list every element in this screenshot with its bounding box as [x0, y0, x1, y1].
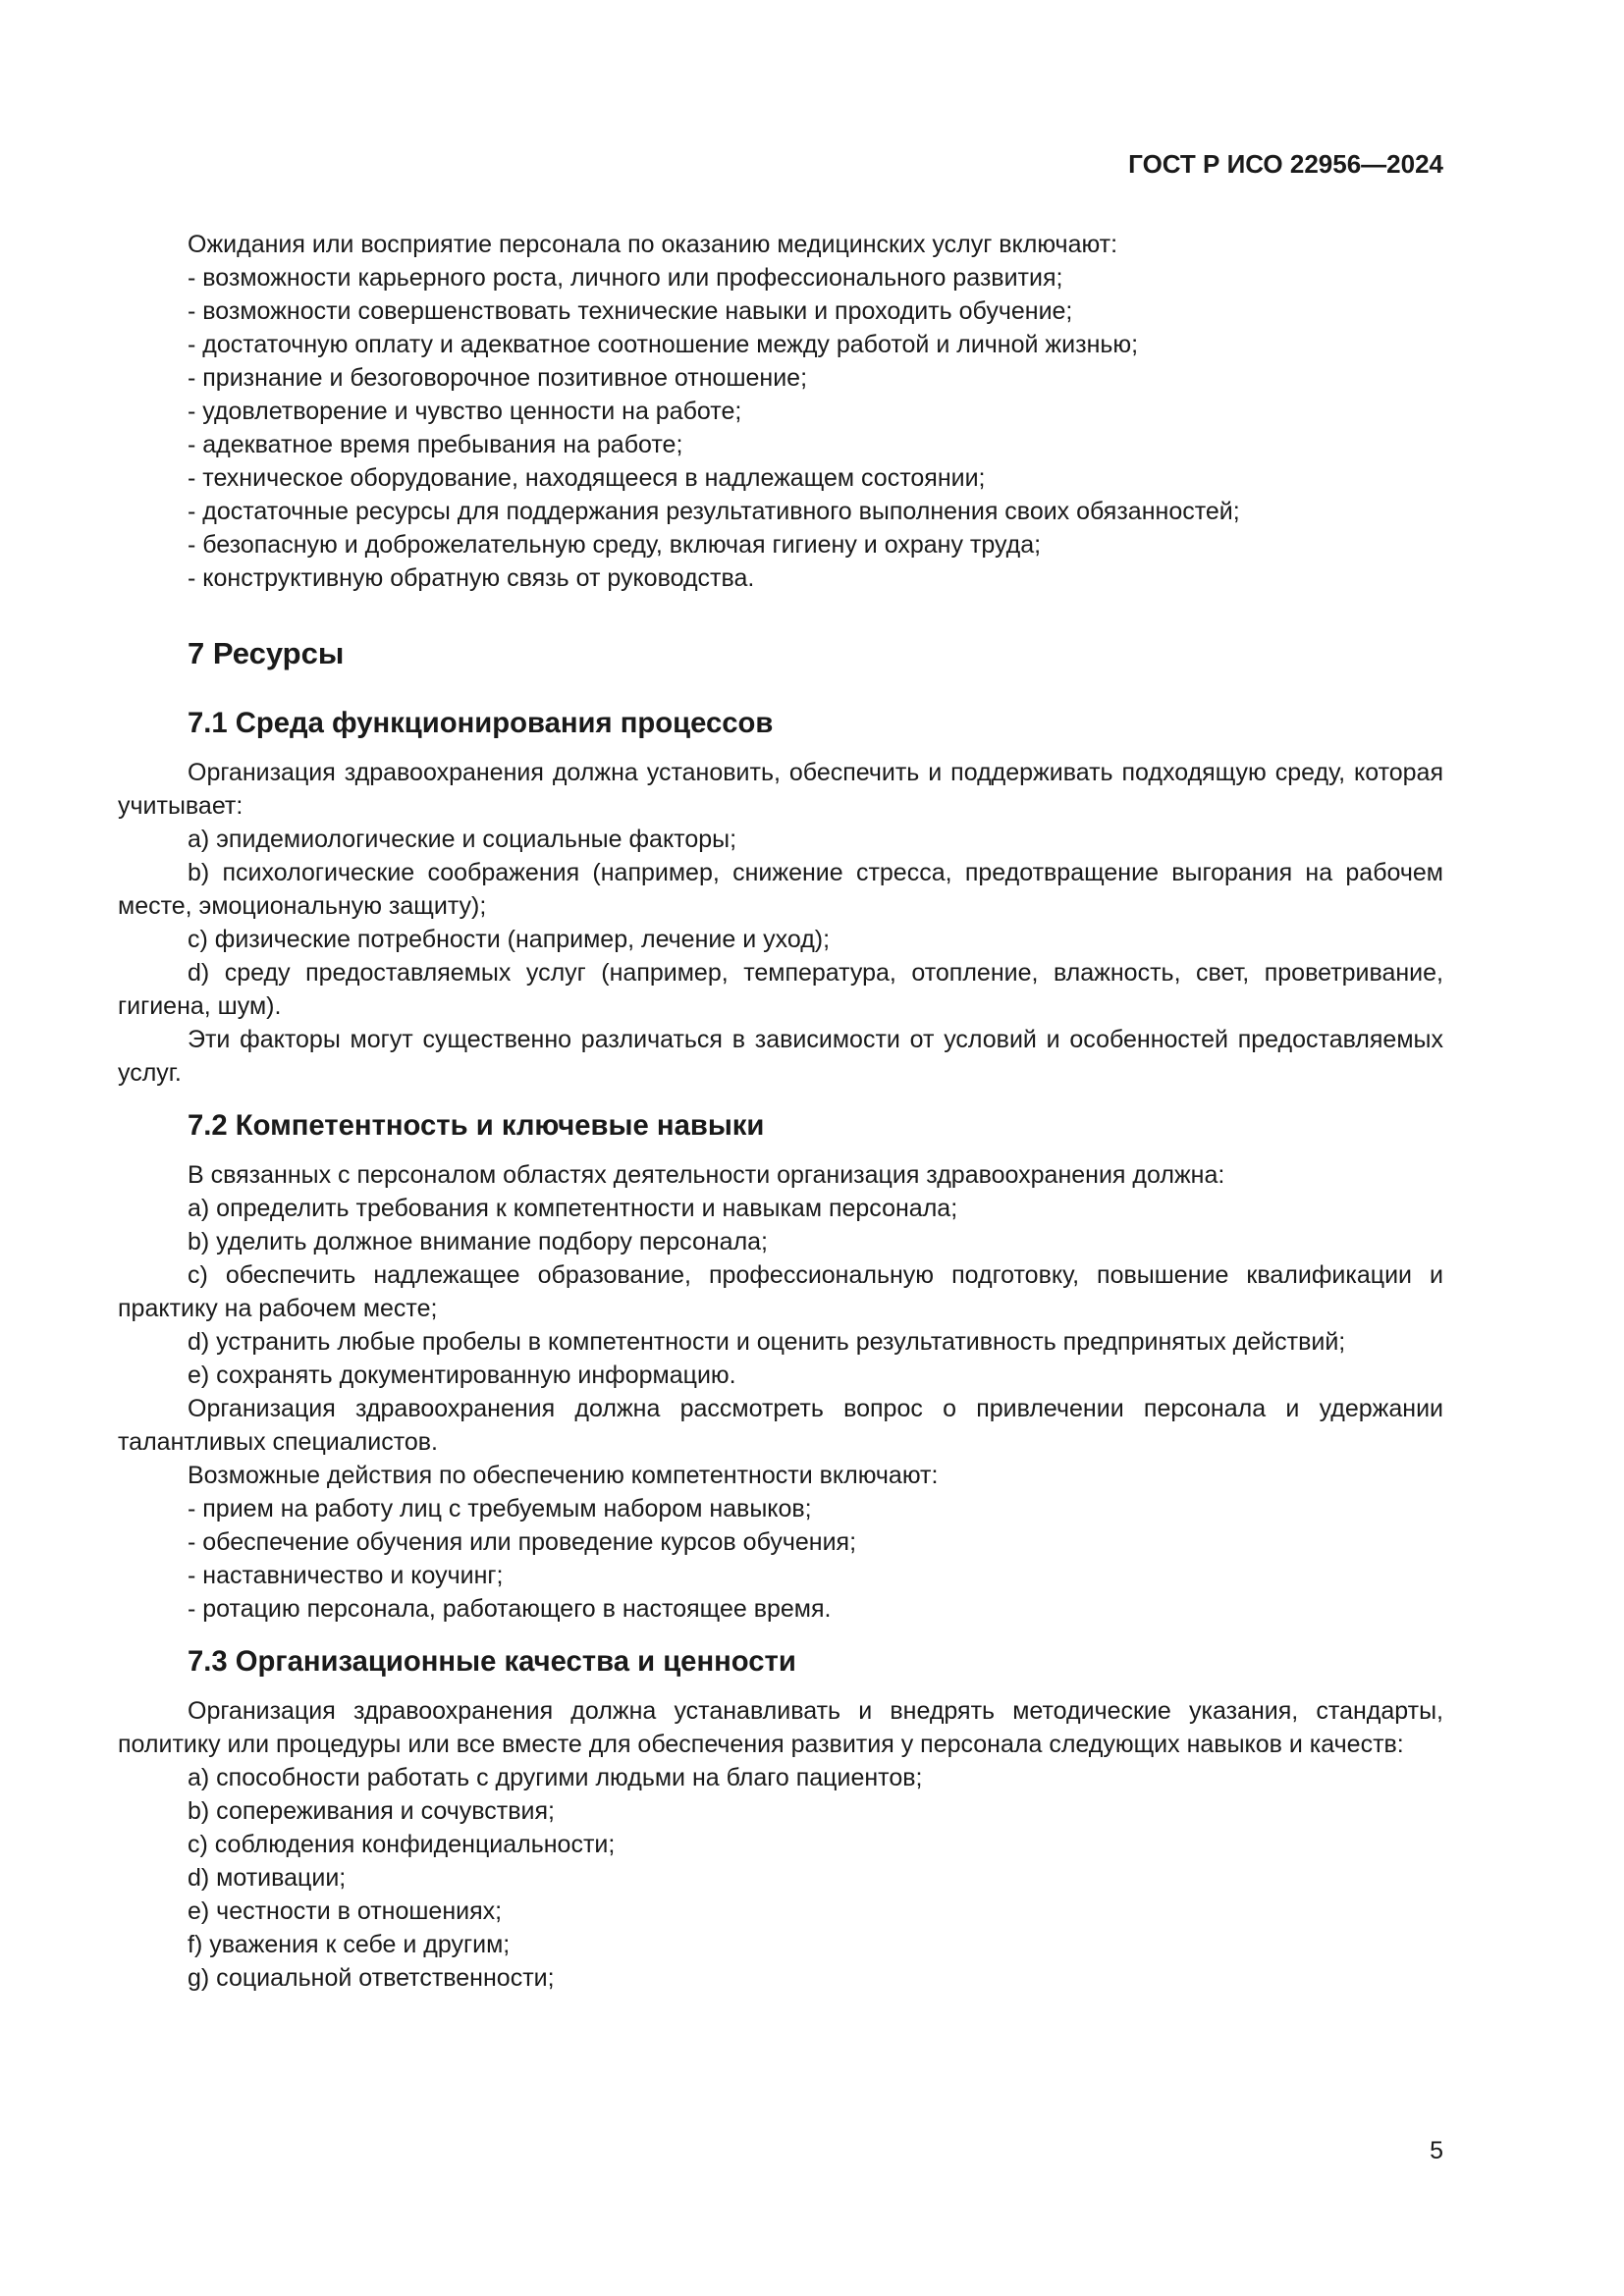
- list-item: e) честности в отношениях;: [188, 1897, 503, 1925]
- list-item: d) устранить любые пробелы в компетентности и оценить результативность предпринятых действий;: [188, 1328, 1346, 1356]
- intro-lead: Ожидания или восприятие персонала по оказанию медицинских услуг включают:: [188, 231, 1118, 258]
- intro-list-item: - удовлетворение и чувство ценности на работе;: [188, 398, 742, 425]
- subsection-heading: 7.2 Компетентность и ключевые навыки: [188, 1110, 765, 1142]
- paragraph: В связанных с персоналом областях деятельности организация здравоохранения должна:: [188, 1161, 1225, 1189]
- list-item: b) психологические соображения (например, снижение стресса, предотвращение выгорания на рабочем месте, эмоциональную защиту);: [118, 859, 1443, 920]
- paragraph: Организация здравоохранения должна устанавливать и внедрять методические указания, стандарты, политику или процедуры или все вместе для обеспечения развития у персонала следующих навыков и качеств:: [118, 1697, 1443, 1758]
- intro-list-item: - адекватное время пребывания на работе;: [188, 431, 683, 458]
- list-item: c) обеспечить надлежащее образование, профессиональную подготовку, повышение квалификации и практику на рабочем месте;: [118, 1261, 1443, 1322]
- list-item: a) определить требования к компетентности и навыкам персонала;: [188, 1195, 958, 1222]
- list-item: - наставничество и коучинг;: [188, 1562, 504, 1589]
- list-item: c) физические потребности (например, лечение и уход);: [188, 926, 831, 953]
- subsection-heading: 7.3 Организационные качества и ценности: [188, 1646, 796, 1678]
- list-item: - обеспечение обучения или проведение курсов обучения;: [188, 1528, 857, 1556]
- list-item: a) способности работать с другими людьми на благо пациентов;: [188, 1764, 923, 1791]
- list-item: g) социальной ответственности;: [188, 1964, 555, 1992]
- document-header: ГОСТ Р ИСО 22956—2024: [1128, 149, 1443, 179]
- intro-list-item: - признание и безоговорочное позитивное отношение;: [188, 364, 808, 392]
- list-item: e) сохранять документированную информацию.: [188, 1362, 736, 1389]
- section-heading: 7 Ресурсы: [188, 636, 345, 670]
- list-item: - ротацию персонала, работающего в настоящее время.: [188, 1595, 832, 1623]
- intro-list-item: - достаточную оплату и адекватное соотношение между работой и личной жизнью;: [188, 331, 1139, 358]
- paragraph: Возможные действия по обеспечению компетентности включают:: [188, 1462, 939, 1489]
- paragraph: Организация здравоохранения должна установить, обеспечить и поддерживать подходящую среду, которая учитывает:: [118, 759, 1443, 820]
- list-item: b) уделить должное внимание подбору персонала;: [188, 1228, 769, 1255]
- list-item: d) среду предоставляемых услуг (например, температура, отопление, влажность, свет, проветривание, гигиена, шум).: [118, 959, 1443, 1020]
- list-item: d) мотивации;: [188, 1864, 347, 1892]
- intro-list-item: - возможности карьерного роста, личного или профессионального развития;: [188, 264, 1063, 292]
- document-body: [118, 228, 1443, 1995]
- paragraph: Организация здравоохранения должна рассмотреть вопрос о привлечении персонала и удержании талантливых специалистов.: [118, 1395, 1443, 1456]
- intro-list-item: - достаточные ресурсы для поддержания результативного выполнения своих обязанностей;: [188, 498, 1240, 525]
- list-item: c) соблюдения конфиденциальности;: [188, 1831, 616, 1858]
- intro-list-item: - конструктивную обратную связь от руководства.: [188, 564, 755, 592]
- intro-list-item: - безопасную и доброжелательную среду, включая гигиену и охрану труда;: [188, 531, 1042, 559]
- list-item: a) эпидемиологические и социальные факторы;: [188, 826, 737, 853]
- intro-list-item: - возможности совершенствовать технические навыки и проходить обучение;: [188, 297, 1073, 325]
- list-item: b) сопереживания и сочувствия;: [188, 1797, 555, 1825]
- list-item: f) уважения к себе и другим;: [188, 1931, 511, 1958]
- page-number: 5: [1430, 2137, 1443, 2164]
- list-item: - прием на работу лиц с требуемым набором навыков;: [188, 1495, 812, 1522]
- paragraph: Эти факторы могут существенно различаться в зависимости от условий и особенностей предоставляемых услуг.: [118, 1026, 1443, 1087]
- subsection-heading: 7.1 Среда функционирования процессов: [188, 708, 774, 739]
- intro-list-item: - техническое оборудование, находящееся в надлежащем состоянии;: [188, 464, 986, 492]
